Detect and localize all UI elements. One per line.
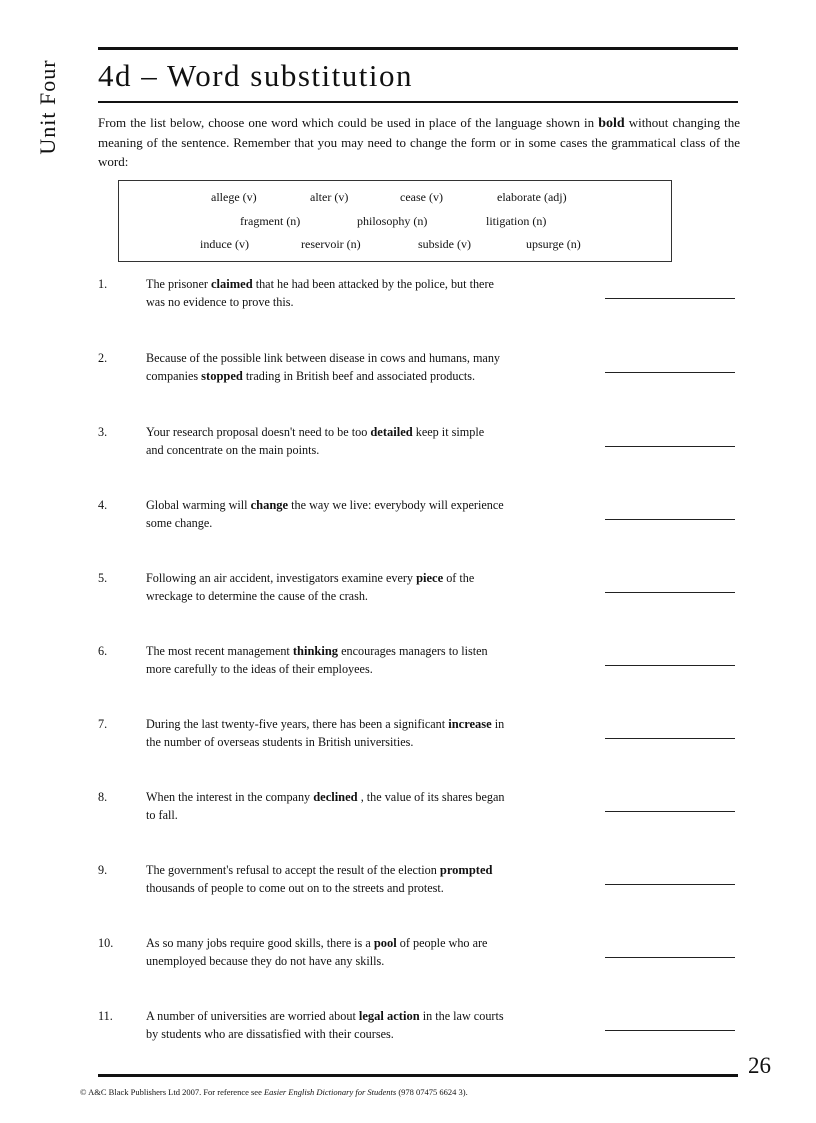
question-line2: by students who are dissatisfied with their courses. [146,1027,394,1041]
question-8 [98,790,738,850]
top-rule [98,47,738,50]
question-text: The government's refusal to accept the result of the election [146,863,440,877]
question-line1 [146,717,504,732]
question-7 [98,717,738,777]
question-text: During the last twenty-five years, there has been a significant [146,717,449,731]
question-number: 5. [98,571,108,585]
question-9 [98,863,738,923]
question-line1 [146,1009,504,1024]
answer-line[interactable] [605,446,735,447]
answer-line[interactable] [605,519,735,520]
question-line1 [146,571,474,586]
question-text: encourages managers to listen [338,644,488,658]
question-number: 3. [98,425,108,439]
word-item: elaborate (adj) [497,190,567,204]
answer-line[interactable] [605,1030,735,1031]
unit-label-text: Unit Four [35,59,60,155]
instructions-bold-word: bold [598,116,625,131]
question-text: Your research proposal doesn't need to be too [146,425,371,439]
footer-text: (978 07475 6624 3). [396,1087,468,1097]
footer-dictionary-title: Easier English Dictionary for Students [263,1087,397,1097]
question-number: 4. [98,498,108,512]
word-item: induce (v) [200,237,249,251]
word-item: allege (v) [211,190,257,204]
question-number: 2. [98,351,108,365]
word-item: reservoir (n) [301,237,361,251]
question-line1: Because of the possible link between disease in cows and humans, many [146,351,501,365]
question-bold-word: increase [448,717,492,731]
word-item: alter (v) [310,190,349,204]
question-text: of people who are [396,936,488,950]
word-item: philosophy (n) [357,214,428,228]
question-number: 11. [98,1009,113,1023]
footer-text: © A&C Black Publishers Ltd 2007. For reference see [80,1087,264,1097]
question-line2: was no evidence to prove this. [146,295,294,309]
word-item: fragment (n) [240,214,301,228]
question-3 [98,425,738,485]
unit-label [34,52,62,162]
question-number: 10. [98,936,114,950]
question-4 [98,498,738,558]
word-item: litigation (n) [486,214,547,228]
word-list-box [118,180,672,262]
page-title: 4d – Word substitution [98,58,413,93]
question-bold-word: declined [313,790,358,804]
question-text: Following an air accident, investigators examine every [146,571,417,585]
question-line2: more carefully to the ideas of their employees. [146,662,373,676]
instructions-part1: From the list below, choose one word which could be used in place of the language shown in [98,115,595,130]
bottom-rule [98,1074,738,1077]
question-bold-word: pool [373,936,397,950]
answer-line[interactable] [605,957,735,958]
question-text: The prisoner [146,277,211,291]
answer-line[interactable] [605,372,735,373]
question-bold-word: thinking [292,644,339,658]
question-line2: to fall. [146,808,178,822]
question-text: trading in British beef and associated products. [242,369,476,383]
word-item: subside (v) [418,237,471,251]
question-text: The most recent management [146,644,293,658]
instructions-part2: without changing the meaning of the sentence. Remember that you may need to change the form or in some cases the grammatical class of the word: [98,115,740,169]
copyright-footer [80,1087,468,1097]
question-line2: the number of overseas students in British universities. [146,735,414,749]
word-item: upsurge (n) [526,237,581,251]
question-number: 1. [98,277,108,291]
question-bold-word: piece [416,571,444,585]
question-text: companies [146,369,202,383]
question-text: in [491,717,505,731]
question-line1 [146,936,487,951]
question-text: of the [443,571,475,585]
answer-line[interactable] [605,811,735,812]
question-5 [98,571,738,631]
question-text: the way we live: everybody will experience [288,498,504,512]
instructions [98,113,740,171]
question-11 [98,1009,738,1069]
question-text: , the value of its shares began [357,790,505,804]
question-line2 [146,369,475,384]
question-6 [98,644,738,704]
question-text: When the interest in the company [146,790,314,804]
question-bold-word: detailed [370,425,413,439]
question-10 [98,936,738,996]
question-2 [98,351,738,411]
question-line2: unemployed because they do not have any skills. [146,954,385,968]
word-item: cease (v) [400,190,443,204]
answer-line[interactable] [605,298,735,299]
answer-line[interactable] [605,665,735,666]
question-1 [98,277,738,337]
answer-line[interactable] [605,738,735,739]
question-line1 [146,425,484,440]
question-number: 8. [98,790,108,804]
question-line2: and concentrate on the main points. [146,443,320,457]
question-number: 7. [98,717,108,731]
question-line1 [146,277,494,292]
answer-line[interactable] [605,592,735,593]
answer-line[interactable] [605,884,735,885]
question-bold-word: claimed [210,277,253,291]
question-line1 [146,644,488,659]
question-text: that he had been attacked by the police, but there [252,277,494,291]
question-bold-word: prompted [439,863,493,877]
question-bold-word: legal action [358,1009,420,1023]
question-line1 [146,790,505,805]
question-text: As so many jobs require good skills, there is a [146,936,374,950]
question-number: 6. [98,644,108,658]
question-text: keep it simple [412,425,485,439]
question-line2: some change. [146,516,213,530]
question-text: in the law courts [419,1009,504,1023]
question-line2: thousands of people to come out on to the streets and protest. [146,881,444,895]
question-line2: wreckage to determine the cause of the crash. [146,589,368,603]
page-number: 26 [748,1053,771,1078]
question-line1 [146,863,492,878]
title-rule [98,101,738,103]
question-text: A number of universities are worried about [146,1009,359,1023]
question-bold-word: change [250,498,289,512]
question-text: Global warming will [146,498,251,512]
question-number: 9. [98,863,108,877]
question-line1 [146,498,504,513]
question-bold-word: stopped [201,369,243,383]
